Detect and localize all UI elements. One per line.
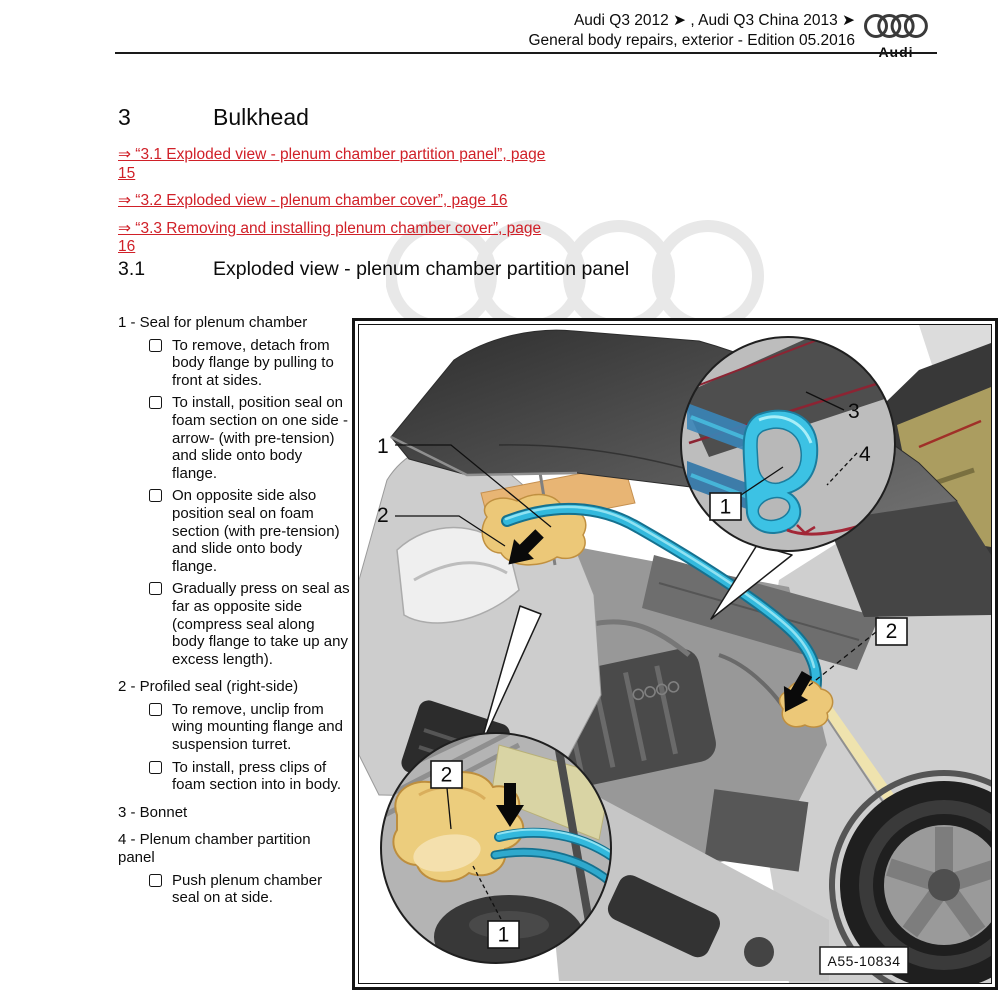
header-rule bbox=[115, 52, 937, 54]
header-text bbox=[528, 11, 855, 51]
checkbox-bullet-icon bbox=[149, 703, 162, 716]
list-item bbox=[149, 394, 351, 482]
figure-border bbox=[352, 318, 998, 990]
callout-2-profiled-seal-right: 2 bbox=[885, 620, 898, 643]
part-4-label: 4 - Plenum chamber partition panel bbox=[118, 831, 311, 867]
callout-3-bonnet: 3 bbox=[848, 400, 860, 423]
xref-link-3-2[interactable]: ⇒ “3.2 Exploded view - plenum chamber cover”, page 16 bbox=[118, 192, 508, 209]
callout-4-partition-panel: 4 bbox=[859, 443, 871, 466]
checkbox-bullet-icon bbox=[149, 396, 162, 409]
figure-ref-label: A55-10834 bbox=[827, 953, 901, 969]
part-4-bullet-1: Push plenum chamber seal on at side. bbox=[172, 871, 323, 907]
part-1-bullet-1: To remove, detach from body flange by pulling to front at sides. bbox=[172, 336, 334, 389]
section-heading bbox=[118, 104, 309, 131]
part-1-bullet-4: Gradually press on seal as far as opposite side (compress seal along body flange to take up any excess length). bbox=[172, 580, 350, 668]
part-3-label: 3 - Bonnet bbox=[118, 803, 188, 821]
list-item bbox=[149, 759, 351, 794]
list-item bbox=[149, 337, 351, 390]
callout-1-inset-top: 1 bbox=[719, 495, 732, 519]
checkbox-bullet-icon bbox=[149, 582, 162, 595]
parts-legend bbox=[118, 314, 351, 907]
checkbox-bullet-icon bbox=[149, 489, 162, 502]
section-title: Bulkhead bbox=[213, 104, 309, 130]
list-item bbox=[149, 701, 351, 754]
header-product-line: Audi Q3 2012 ➤ , Audi Q3 China 2013 ➤ bbox=[573, 12, 855, 29]
callout-2-inset-bottom: 2 bbox=[440, 763, 453, 787]
part-2-bullet-2: To install, press clips of foam section into in body. bbox=[172, 758, 341, 794]
part-2-label: 2 - Profiled seal (right-side) bbox=[118, 678, 299, 696]
audi-rings-icon bbox=[864, 13, 928, 39]
part-1-bullet-3: On opposite side also position seal on foam section (with pre-tension) and slide onto body flange. bbox=[172, 487, 340, 575]
xref-link-3-1[interactable]: ⇒ “3.1 Exploded view - plenum chamber partition panel”, page 15 bbox=[118, 146, 546, 182]
xref-link-3-3[interactable]: ⇒ “3.3 Removing and installing plenum chamber cover”, page 16 bbox=[118, 219, 542, 255]
list-item bbox=[149, 487, 351, 575]
part-1-bullet-2: To install, position seal on foam section on one side -arrow- (with pre-tension) and slide onto body flange. bbox=[172, 394, 348, 482]
list-item bbox=[149, 580, 351, 668]
checkbox-bullet-icon bbox=[149, 339, 162, 352]
checkbox-bullet-icon bbox=[149, 761, 162, 774]
exploded-view-figure bbox=[358, 324, 992, 984]
car-illustration bbox=[359, 325, 991, 983]
list-item bbox=[149, 872, 351, 907]
xref-links bbox=[118, 146, 554, 266]
callout-1-seal: 1 bbox=[377, 435, 389, 458]
part-1-label: 1 - Seal for plenum chamber bbox=[118, 314, 308, 331]
checkbox-bullet-icon bbox=[149, 874, 162, 887]
part-2-bullet-1: To remove, unclip from wing mounting flange and suspension turret. bbox=[172, 700, 343, 754]
subsection-heading bbox=[118, 258, 629, 281]
callout-2-profiled-seal: 2 bbox=[377, 504, 389, 527]
callout-1-inset-bottom: 1 bbox=[497, 923, 510, 947]
header-manual-title: General body repairs, exterior - Edition 05.2016 bbox=[528, 32, 855, 49]
battery-box bbox=[705, 789, 809, 872]
subsection-title: Exploded view - plenum chamber partition panel bbox=[213, 258, 630, 280]
subsection-number: 3.1 bbox=[118, 258, 146, 280]
section-number: 3 bbox=[118, 104, 131, 130]
audi-wordmark: Audi bbox=[878, 44, 914, 60]
